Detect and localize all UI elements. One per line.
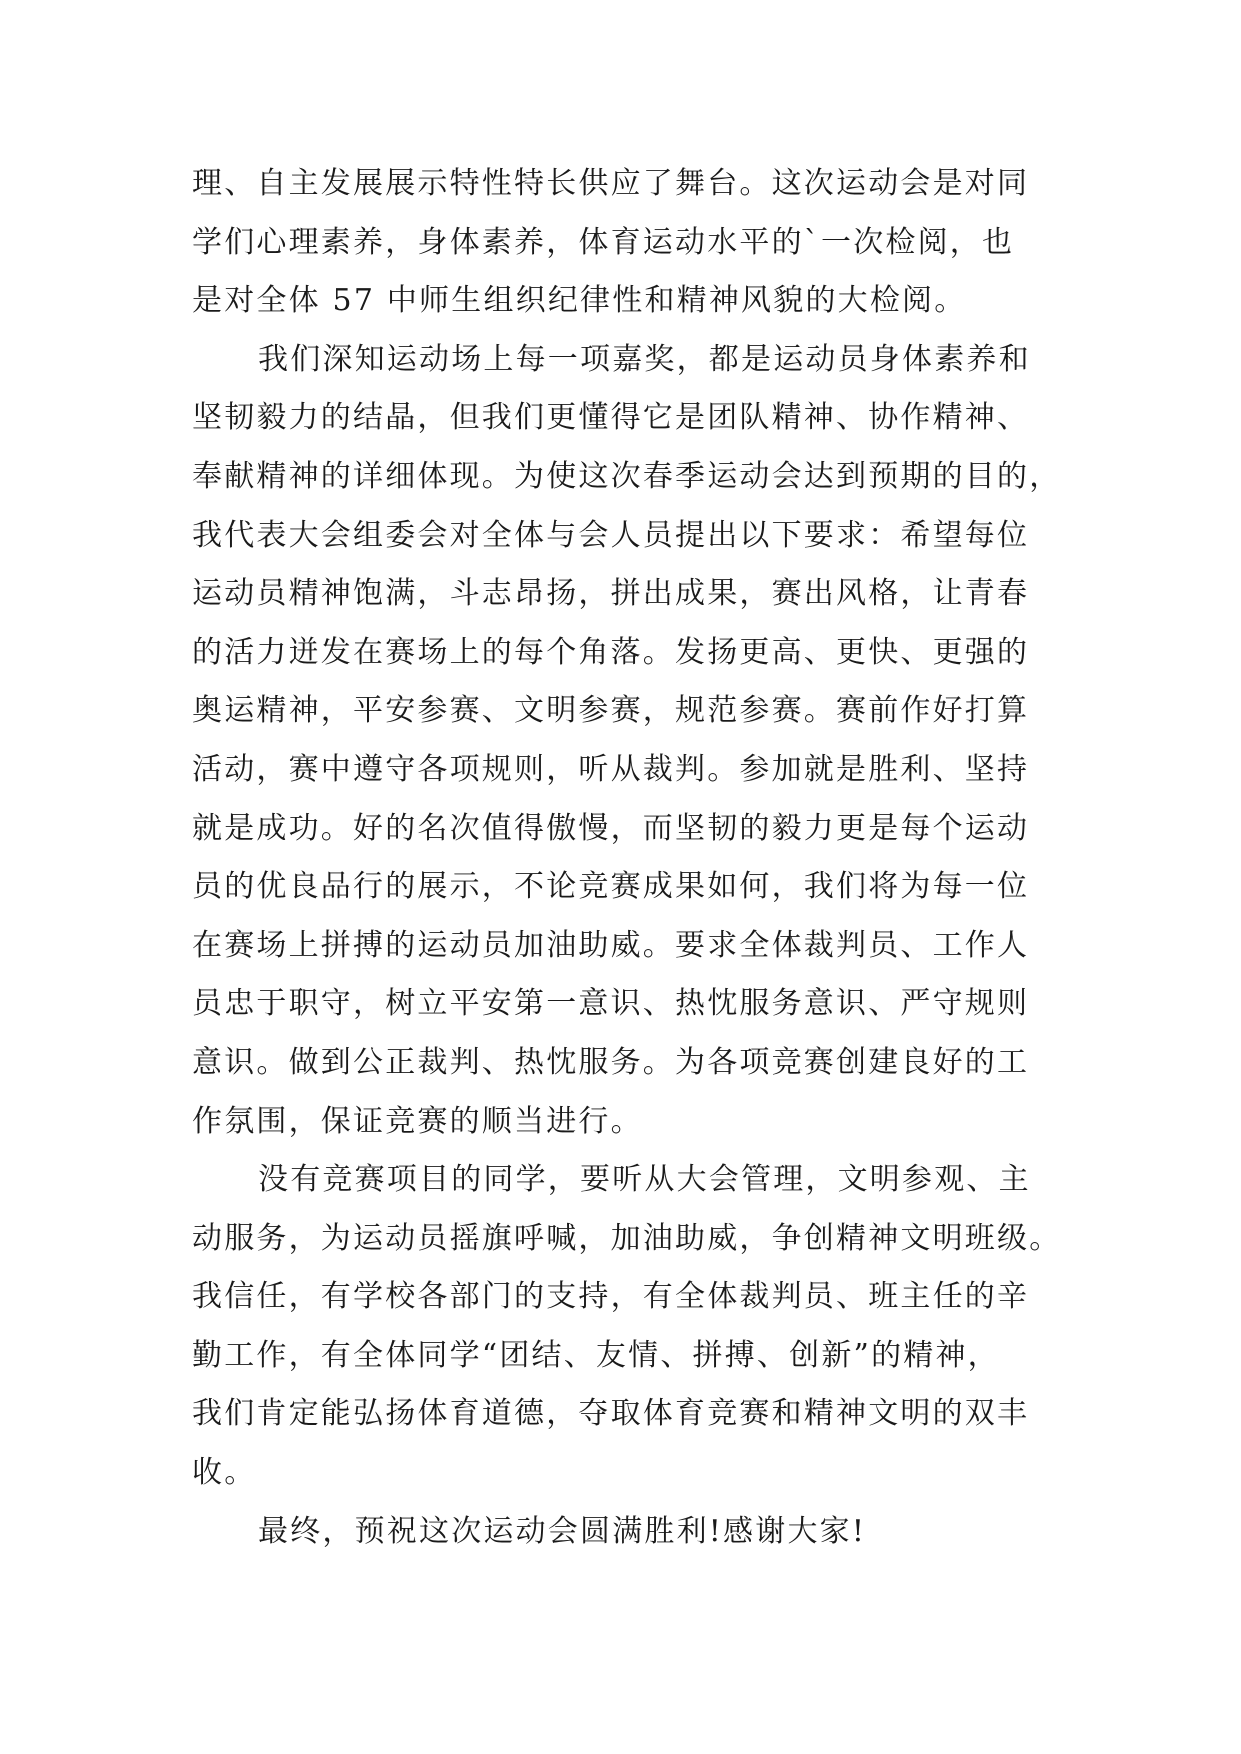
text-line: 意识。做到公正裁判、热忱服务。为各项竞赛创建良好的工 <box>192 1044 1030 1080</box>
text-line: 我信任，有学校各部门的支持，有全体裁判员、班主任的辛 <box>192 1279 1030 1315</box>
text-line: 动服务，为运动员摇旗呼喊，加油助威，争创精神文明班级。 <box>192 1220 1062 1256</box>
text-line: 就是成功。好的名次值得傲慢，而坚韧的毅力更是每个运动 <box>192 810 1030 846</box>
text-line: 收。 <box>192 1455 257 1491</box>
text-line: 我代表大会组委会对全体与会人员提出以下要求：希望每位 <box>192 517 1030 553</box>
text-line: 理、自主发展展示特性特长供应了舞台。这次运动会是对同 <box>192 166 1030 201</box>
text-line: 作氛围，保证竞赛的顺当进行。 <box>192 1103 643 1139</box>
paragraph-first-line: 我们深知运动场上每一项嘉奖，都是运动员身体素养和 <box>258 341 1031 377</box>
text-line: 活动，赛中遵守各项规则，听从裁判。参加就是胜利、坚持 <box>192 751 1030 787</box>
text-line: 员忠于职守，树立平安第一意识、热忱服务意识、严守规则 <box>192 986 1030 1022</box>
text-line: 勤工作，有全体同学“团结、友情、拼搏、创新”的精神， <box>192 1337 1000 1373</box>
text-line: 学们心理素养，身体素养，体育运动水平的`一次检阅，也 <box>192 224 1015 260</box>
text-line: 运动员精神饱满，斗志昂扬，拼出成果，赛出风格，让青春 <box>192 576 1030 612</box>
text-line: 我们肯定能弘扬体育道德，夺取体育竞赛和精神文明的双丰 <box>192 1396 1030 1432</box>
paragraph-first-line: 最终，预祝这次运动会圆满胜利!感谢大家! <box>258 1513 867 1549</box>
paragraph-first-line: 没有竞赛项目的同学，要听从大会管理，文明参观、主 <box>258 1162 1031 1198</box>
body-text <box>192 155 1062 1561</box>
text-line: 员的优良品行的展示，不论竞赛成果如何，我们将为每一位 <box>192 869 1030 905</box>
text-line: 是对全体 57 中师生组织纪律性和精神风貌的大检阅。 <box>192 283 967 319</box>
text-line: 坚韧毅力的结晶，但我们更懂得它是团队精神、协作精神、 <box>192 400 1030 436</box>
text-line: 的活力迸发在赛场上的每个角落。发扬更高、更快、更强的 <box>192 634 1030 670</box>
text-line: 奥运精神，平安参赛、文明参赛，规范参赛。赛前作好打算 <box>192 693 1030 729</box>
text-line: 奉献精神的详细体现。为使这次春季运动会达到预期的目的， <box>192 458 1062 494</box>
text-line: 在赛场上拼搏的运动员加油助威。要求全体裁判员、工作人 <box>192 927 1030 963</box>
